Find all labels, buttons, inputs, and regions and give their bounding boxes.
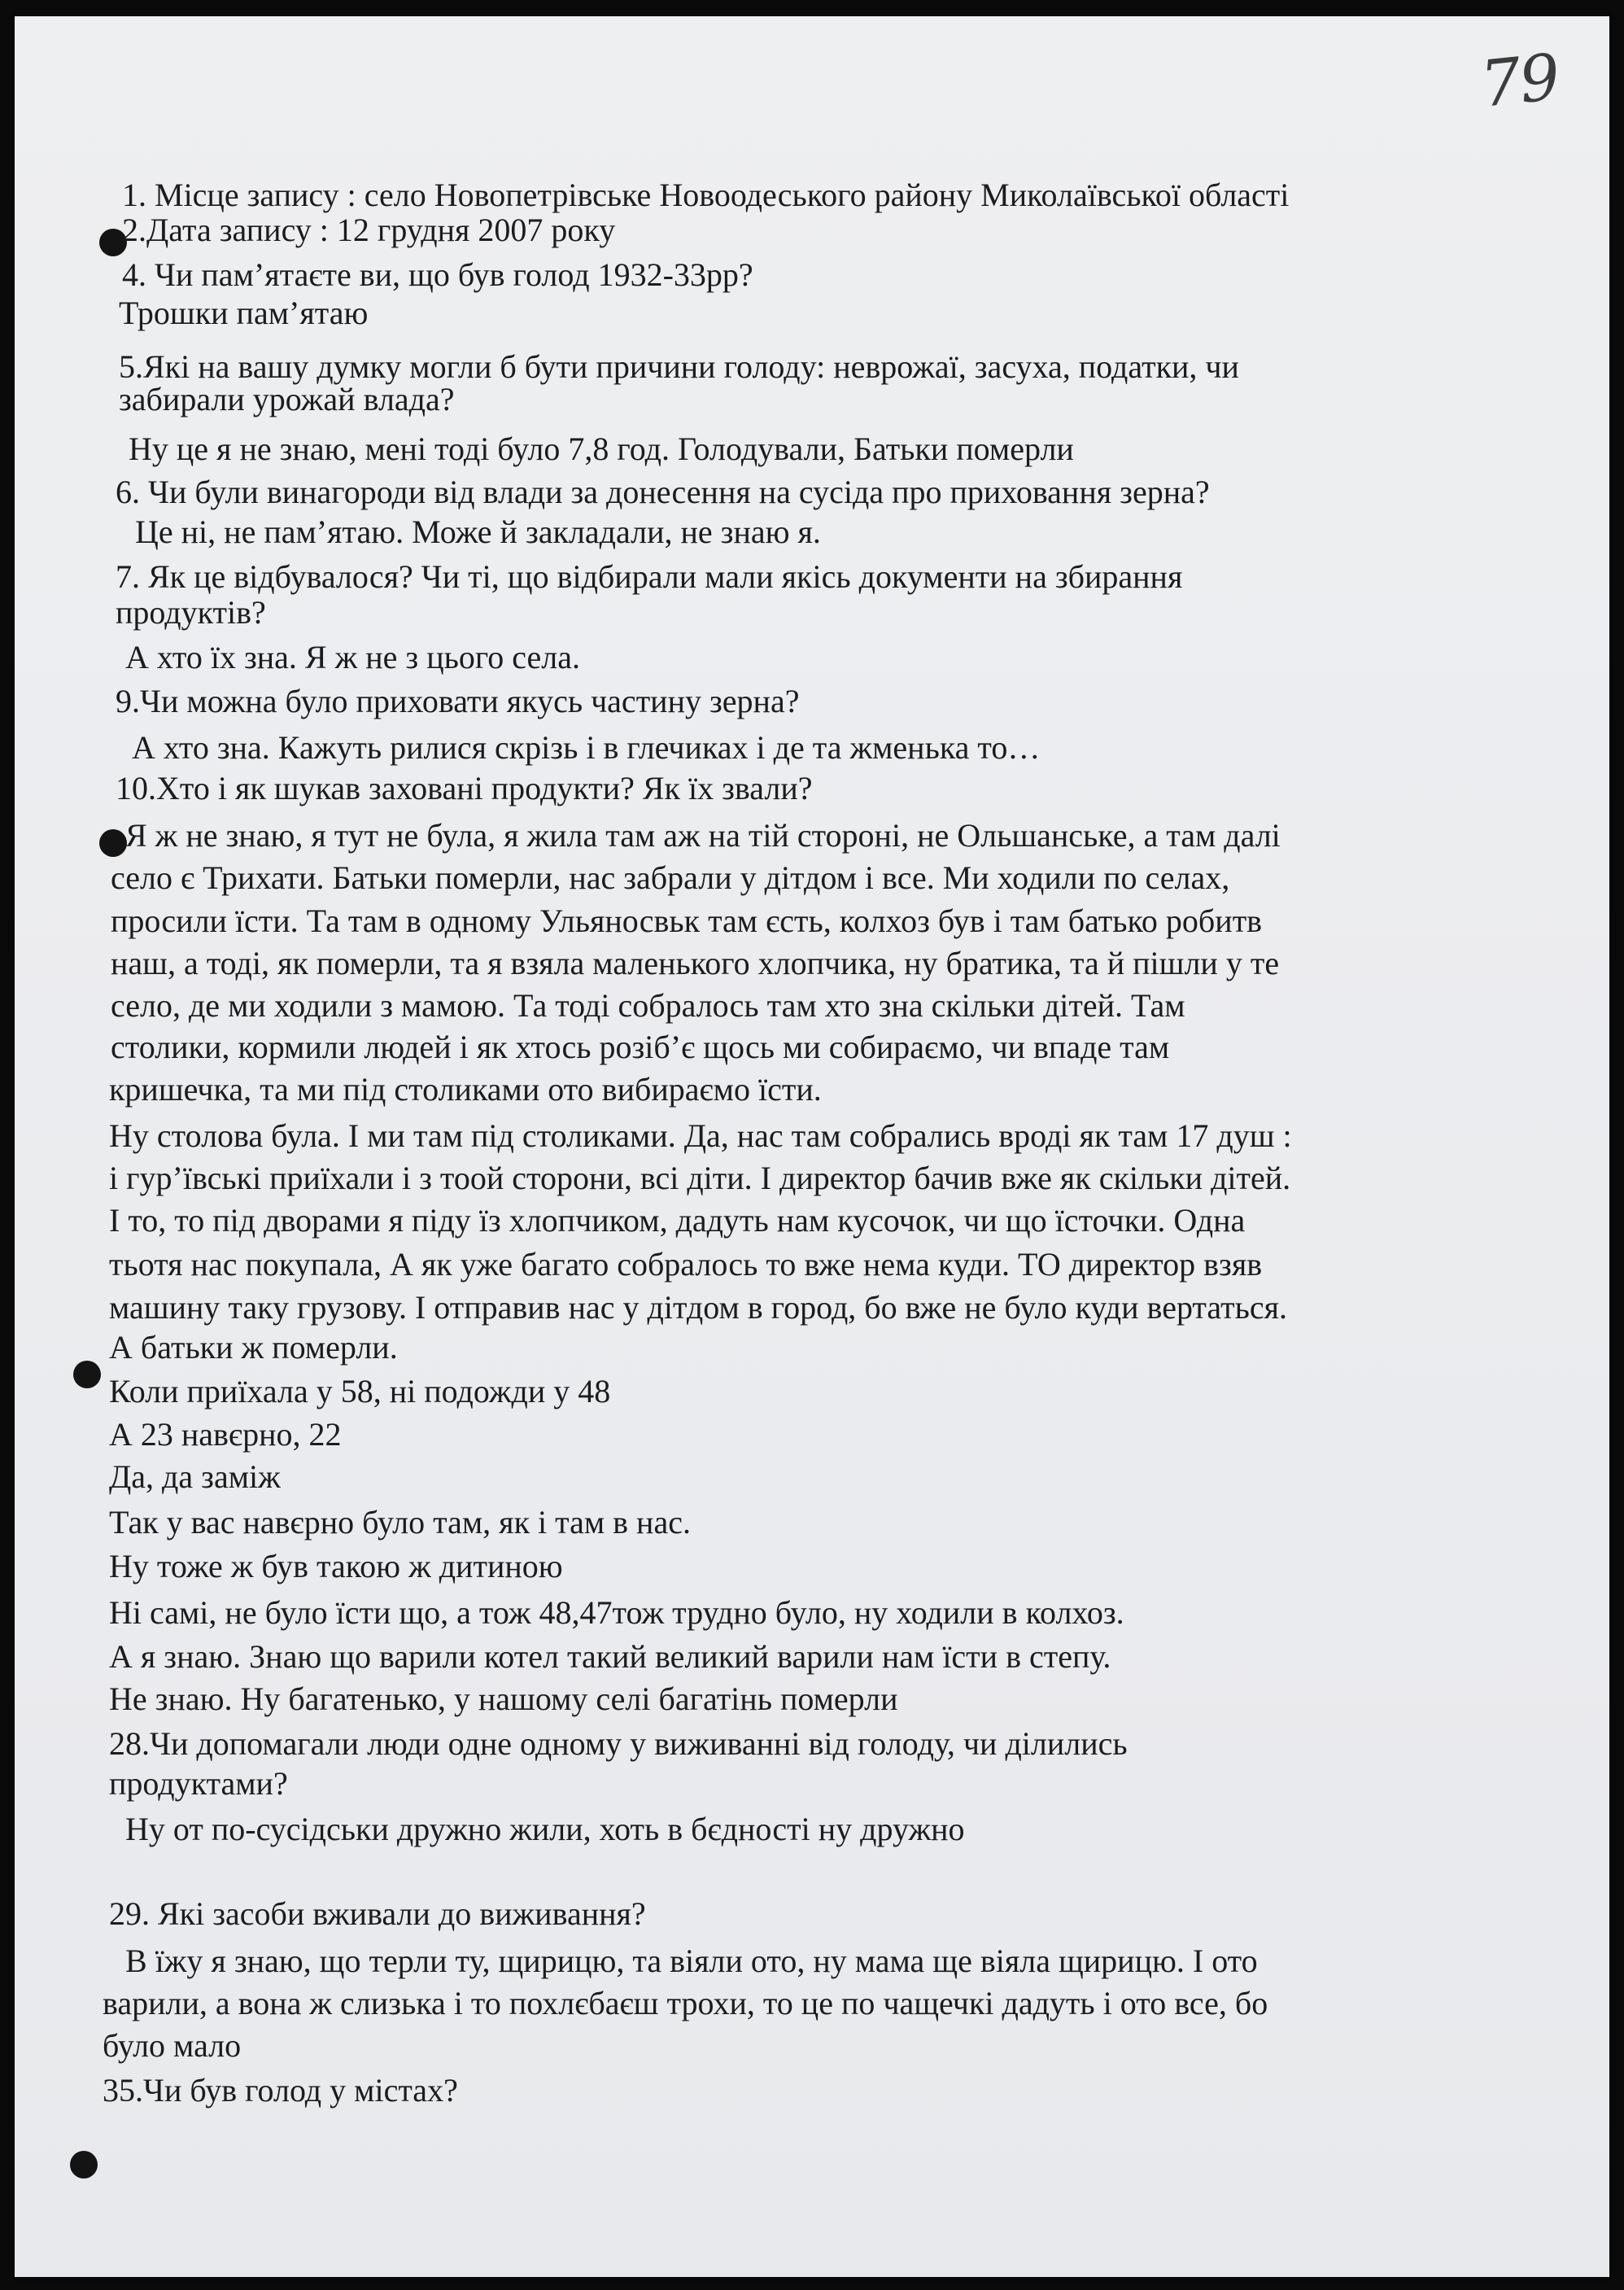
text-line: 29. Які засоби вживали до виживання? [109,1895,646,1932]
text-line: машину таку грузову. І отправив нас у дітдом в город, бо вже не було куди вертаться. [109,1289,1287,1326]
text-line: Я ж не знаю, я тут не була, я жила там аж на тій стороні, не Ольшанське, а там далі [125,817,1281,854]
text-line: Ну от по-сусідськи дружно жили, хоть в бєдності ну дружно [125,1811,965,1847]
text-line: 6. Чи були винагороди від влади за донесення на сусіда про приховання зерна? [116,474,1210,510]
text-line: продуктами? [109,1765,288,1802]
text-line: Коли приїхала у 58, ні подожди у 48 [109,1373,611,1409]
text-line: 1. Місце запису : село Новопетрівське Новоодеського району Миколаївської області [122,177,1290,213]
text-line: 10.Хто і як шукав заховані продукти? Як їх звали? [116,770,813,806]
text-line: наш, а тоді, як померли, та я взяла маленького хлопчика, ну братика, та й пішли у те [111,945,1280,981]
text-line: 28.Чи допомагали люди одне одному у виживанні від голоду, чи ділились [109,1725,1128,1762]
text-line: 7. Як це відбувалося? Чи ті, що відбирали мали якісь документи на збирання [116,558,1183,595]
text-line: І то, то під дворами я піду їз хлопчиком, дадуть нам кусочок, чи що їсточки. Одна [109,1202,1246,1239]
text-line: варили, а вона ж слизька і то похлєбаєш трохи, то це по чащечкі дадуть і ото все, бо [103,1985,1268,2021]
text-line: А батьки ж померли. [109,1329,398,1366]
text-line: А я знаю. Знаю що варили котел такий великий варили нам їсти в степу. [109,1638,1111,1675]
text-line: столики, кормили людей і як хтось розіб’є щось ми собираємо, чи впаде там [111,1029,1170,1065]
text-line: Так у вас навєрно було там, як і там в нас. [109,1504,691,1541]
text-line: село, де ми ходили з мамою. Та тоді собралось там хто зна скільки дітей. Там [111,987,1185,1024]
text-line: Це ні, не пам’ятаю. Може й закладали, не знаю я. [135,514,821,550]
text-line: Не знаю. Ну багатенько, у нашому селі багатінь померли [109,1680,898,1717]
text-line: Да, да заміж [109,1458,281,1495]
text-line: Трошки пам’ятаю [119,295,369,331]
text-line: А хто зна. Кажуть рилися скрізь і в глечиках і де та жменька то… [132,729,1041,766]
text-line: Ні самі, не було їсти що, а тож 48,47тож трудно було, ну ходили в колхоз. [109,1594,1124,1631]
text-line: А 23 навєрно, 22 [109,1416,342,1453]
text-line: Ну це я не знаю, мені тоді було 7,8 год. Голодували, Батьки померли [129,430,1074,467]
page-number: 79 [1477,41,1562,122]
text-line: просили їсти. Та там в одному Ульяносвьк там єсть, колхоз був і там батько робитв [111,902,1263,939]
text-line: і гур’ївські приїхали і з тоой сторони, всі діти. І директор бачив вже як скільки дітей. [109,1160,1291,1196]
text-line: 5.Які на вашу думку могли б бути причини голоду: неврожаї, засуха, податки, чи [119,348,1239,385]
text-line: 9.Чи можна було приховати якусь частину зерна? [116,683,800,719]
text-line: забирали урожай влада? [119,381,455,417]
text-line: село є Трихати. Батьки померли, нас забрали у дітдом і все. Ми ходили по селах, [111,859,1230,896]
text-line: Ну столова була. І ми там під столиками. Да, нас там собрались вроді як там 17 душ : [109,1117,1292,1154]
text-line: А хто їх зна. Я ж не з цього села. [125,639,580,675]
text-line: В їжу я знаю, що терли ту, щирицю, та віяли ото, ну мама ще віяла щирицю. І ото [125,1943,1258,1979]
text-line: 4. Чи пам’ятаєте ви, що був голод 1932-33рр? [122,256,753,293]
text-line: продуктів? [116,594,266,631]
text-line: тьотя нас покупала, А як уже багато собралось то вже нема куди. ТО директор взяв [109,1246,1263,1283]
text-line: 35.Чи був голод у містах? [103,2072,458,2109]
text-line: кришечка, та ми під столиками ото вибираємо їсти. [109,1071,822,1108]
text-line: було мало [103,2027,242,2064]
text-line: Ну тоже ж був такою ж дитиною [109,1548,563,1584]
text-line: 2.Дата запису : 12 грудня 2007 року [122,212,616,248]
